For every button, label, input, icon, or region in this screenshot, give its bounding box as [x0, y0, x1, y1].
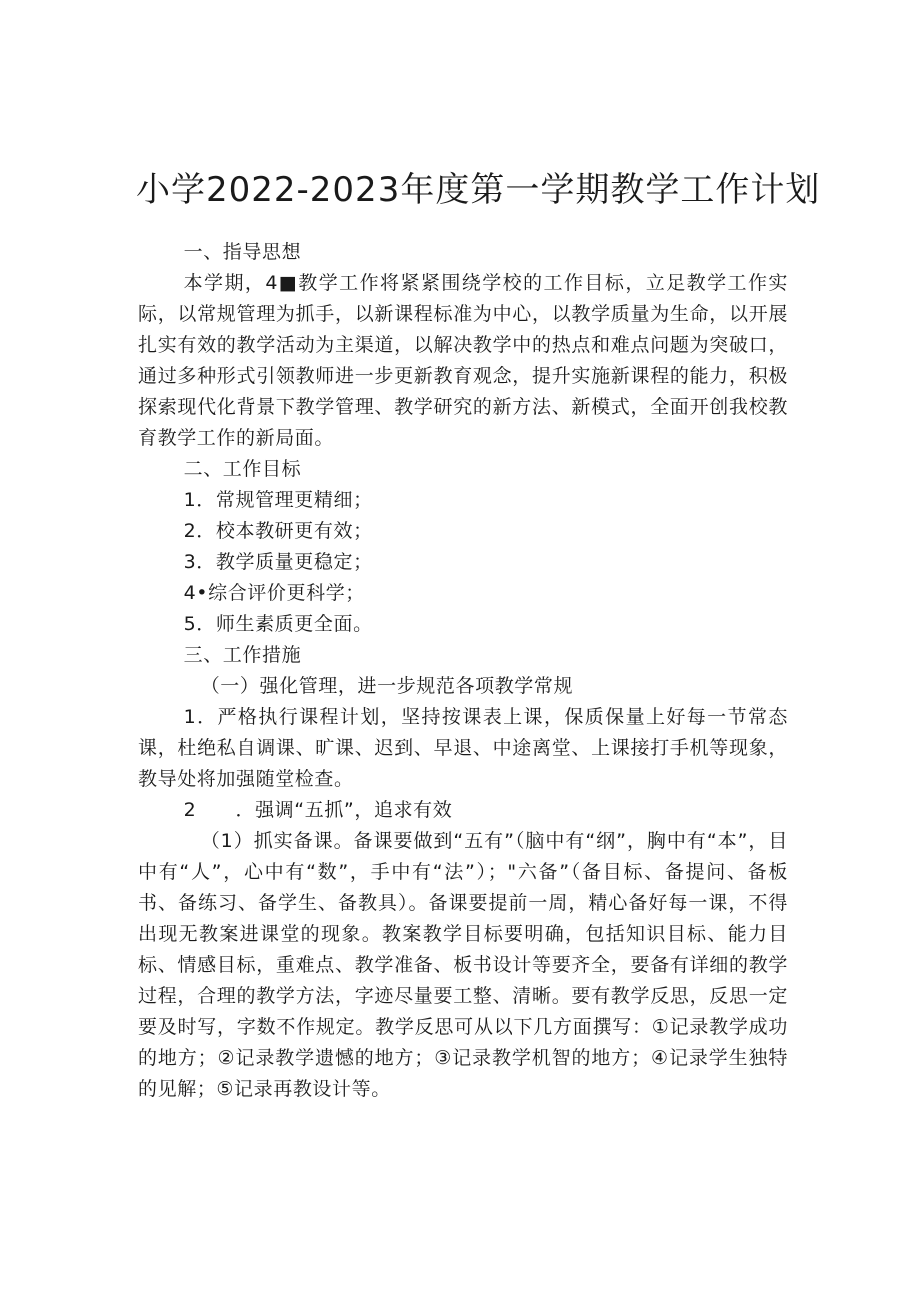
- document-title: 小学2022-2023年度第一学期教学工作计划: [136, 170, 821, 210]
- goal-item: 4•综合评价更科学；: [183, 582, 365, 604]
- goal-item: 2．校本教研更有效；: [183, 520, 373, 542]
- goal-item: 1．常规管理更精细；: [183, 489, 373, 511]
- goal-item: 5．师生素质更全面。: [183, 613, 373, 635]
- section-heading: 一、指导思想: [183, 241, 302, 263]
- section-heading: 三、工作措施: [183, 644, 302, 666]
- document-body: [138, 237, 788, 1105]
- measure-heading: 2 ．强调“五抓”，追求有效: [183, 799, 453, 821]
- subsection-heading: （一）强化管理，进一步规范各项教学常规: [200, 675, 574, 697]
- goal-item: 3．教学质量更稳定；: [183, 551, 373, 573]
- measure-paragraph: （1）抓实备课。备课要做到“五有”（脑中有“纲”，胸中有“本”，目中有“人”，心中有“数”，手中有“法”）；"六备”（备目标、备提问、备板书、备练习、备学生、备教具）。备课要提前一周，精心备好每一课，不得出现无教案进课堂的现象。教案教学目标要明确，包括知识目标、能力目标、情感目标，重难点、教学准备、板书设计等要齐全，要备有详细的教学过程，合理的教学方法，字迹尽量要工整、清晰。要有教学反思，反思一定要及时写，字数不作规定。教学反思可从以下几方面撰写：①记录教学成功的地方；②记录教学遗憾的地方；③记录教学机智的地方；④记录学生独特的见解；⑤记录再教设计等。: [138, 830, 788, 1100]
- section-heading: 二、工作目标: [183, 458, 302, 480]
- body-paragraph: 本学期，4■教学工作将紧紧围绕学校的工作目标，立足教学工作实际，以常规管理为抓手，以新课程标准为中心，以教学质量为生命，以开展扎实有效的教学活动为主渠道，以解决教学中的热点和难点问题为突破口，通过多种形式引领教师进一步更新教育观念，提升实施新课程的能力，积极探索现代化背景下教学管理、教学研究的新方法、新模式，全面开创我校教育教学工作的新局面。: [138, 272, 788, 449]
- measure-paragraph: 1．严格执行课程计划，坚持按课表上课，保质保量上好每一节常态课，杜绝私自调课、旷课、迟到、早退、中途离堂、上课接打手机等现象，教导处将加强随堂检查。: [138, 706, 788, 790]
